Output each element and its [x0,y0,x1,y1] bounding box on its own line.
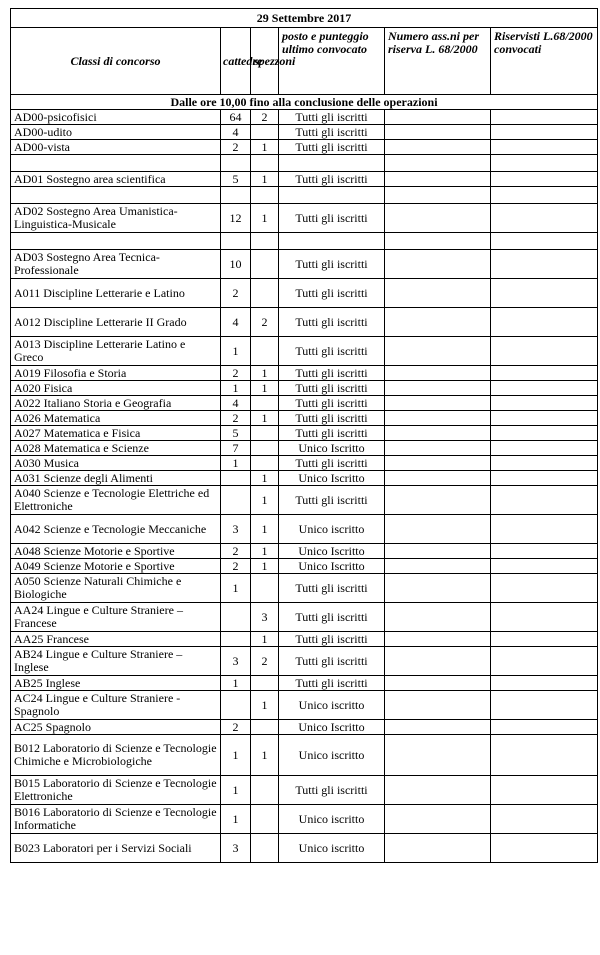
cell-numero-assunzioni [385,471,491,486]
cell-spezzoni [251,125,279,140]
cell-classe: A031 Scienze degli Alimenti [11,471,221,486]
cell-numero-assunzioni [385,110,491,125]
table-row [11,110,598,125]
table-row [11,676,598,691]
cell-spezzoni [251,776,279,805]
cell-posto: Tutti gli iscritti [279,603,385,632]
cell-numero-assunzioni [385,250,491,279]
cell-numero-assunzioni [385,366,491,381]
cell-numero-assunzioni [385,834,491,863]
cell-classe: AB25 Inglese [11,676,221,691]
cell-spezzoni [251,426,279,441]
cell-cattedre: 10 [221,250,251,279]
empty-cell [221,155,251,172]
cell-classe: A028 Matematica e Scienze [11,441,221,456]
cell-classe: A020 Fisica [11,381,221,396]
cell-classe: A011 Discipline Letterarie e Latino [11,279,221,308]
empty-cell [11,155,221,172]
cell-posto: Tutti gli iscritti [279,632,385,647]
cell-classe: A042 Scienze e Tecnologie Meccaniche [11,515,221,544]
table-row [11,559,598,574]
cell-spezzoni [251,574,279,603]
cell-numero-assunzioni [385,411,491,426]
cell-numero-assunzioni [385,396,491,411]
cell-cattedre: 4 [221,396,251,411]
table-row [11,471,598,486]
cell-spezzoni [251,396,279,411]
cell-posto: Tutti gli iscritti [279,776,385,805]
cell-spezzoni [251,456,279,471]
cell-cattedre: 2 [221,720,251,735]
table-row [11,396,598,411]
cell-classe: A027 Matematica e Fisica [11,426,221,441]
empty-cell [279,155,385,172]
cell-posto: Tutti gli iscritti [279,125,385,140]
cell-cattedre: 1 [221,805,251,834]
empty-cell [251,155,279,172]
table-row [11,632,598,647]
cell-riservisti [491,308,598,337]
table-row [11,720,598,735]
table-row [11,603,598,632]
cell-numero-assunzioni [385,632,491,647]
cell-numero-assunzioni [385,308,491,337]
cell-posto: Unico iscritto [279,515,385,544]
table-row [11,172,598,187]
cell-cattedre: 1 [221,776,251,805]
cell-posto: Tutti gli iscritti [279,456,385,471]
cell-classe: A030 Musica [11,456,221,471]
section-title: Dalle ore 10,00 fino alla conclusione delle operazioni [11,95,598,110]
cell-riservisti [491,544,598,559]
cell-spezzoni [251,250,279,279]
table-row [11,486,598,515]
cell-spezzoni: 1 [251,140,279,155]
cell-cattedre: 1 [221,381,251,396]
cell-numero-assunzioni [385,776,491,805]
cell-posto: Unico Iscritto [279,544,385,559]
empty-cell [279,233,385,250]
cell-posto: Tutti gli iscritti [279,574,385,603]
section-row [11,95,598,110]
spacer-row [11,155,598,172]
header-classi-di-concorso: Classi di concorso [11,28,221,95]
cell-spezzoni: 1 [251,366,279,381]
cell-posto: Tutti gli iscritti [279,366,385,381]
cell-cattedre [221,691,251,720]
table-row [11,337,598,366]
cell-cattedre: 3 [221,647,251,676]
cell-spezzoni: 1 [251,381,279,396]
cell-spezzoni: 1 [251,172,279,187]
spacer-row [11,233,598,250]
cell-riservisti [491,456,598,471]
cell-riservisti [491,337,598,366]
cell-riservisti [491,110,598,125]
cell-spezzoni [251,337,279,366]
cell-riservisti [491,735,598,776]
cell-cattedre: 4 [221,125,251,140]
table-row [11,456,598,471]
table-row [11,250,598,279]
empty-cell [491,187,598,204]
cell-cattedre: 4 [221,308,251,337]
cell-classe: B023 Laboratori per i Servizi Sociali [11,834,221,863]
empty-cell [385,187,491,204]
cell-spezzoni: 1 [251,632,279,647]
cell-cattedre: 1 [221,337,251,366]
cell-posto: Unico Iscritto [279,471,385,486]
cell-riservisti [491,396,598,411]
cell-cattedre [221,471,251,486]
cell-spezzoni: 1 [251,691,279,720]
cell-cattedre: 1 [221,676,251,691]
cell-posto: Unico iscritto [279,805,385,834]
cell-posto: Tutti gli iscritti [279,676,385,691]
cell-posto: Unico Iscritto [279,559,385,574]
cell-riservisti [491,279,598,308]
cell-cattedre: 3 [221,834,251,863]
cell-posto: Tutti gli iscritti [279,411,385,426]
cell-numero-assunzioni [385,559,491,574]
cell-numero-assunzioni [385,279,491,308]
cell-numero-assunzioni [385,676,491,691]
cell-riservisti [491,441,598,456]
cell-posto: Unico Iscritto [279,441,385,456]
cell-numero-assunzioni [385,603,491,632]
cell-riservisti [491,411,598,426]
cell-numero-assunzioni [385,172,491,187]
cell-cattedre: 2 [221,279,251,308]
empty-cell [251,187,279,204]
cell-numero-assunzioni [385,426,491,441]
header-numero-assunzioni: Numero ass.ni per riserva L. 68/2000 [385,28,491,95]
cell-posto: Tutti gli iscritti [279,396,385,411]
cell-cattedre: 2 [221,140,251,155]
cell-numero-assunzioni [385,381,491,396]
cell-riservisti [491,805,598,834]
table-row [11,805,598,834]
cell-numero-assunzioni [385,140,491,155]
cell-spezzoni: 1 [251,515,279,544]
cell-riservisti [491,172,598,187]
table-row [11,544,598,559]
cell-classe: A050 Scienze Naturali Chimiche e Biologiche [11,574,221,603]
cell-posto: Tutti gli iscritti [279,279,385,308]
cell-cattedre [221,603,251,632]
cell-cattedre: 5 [221,172,251,187]
empty-cell [491,155,598,172]
cell-spezzoni: 2 [251,647,279,676]
cell-classe: A026 Matematica [11,411,221,426]
cell-spezzoni: 2 [251,308,279,337]
cell-riservisti [491,720,598,735]
cell-riservisti [491,381,598,396]
date-heading: 29 Settembre 2017 [11,9,598,28]
cell-classe: A040 Scienze e Tecnologie Elettriche ed Elettroniche [11,486,221,515]
cell-cattedre [221,486,251,515]
cell-classe: A049 Scienze Motorie e Sportive [11,559,221,574]
cell-numero-assunzioni [385,441,491,456]
table-row [11,125,598,140]
cell-classe: A012 Discipline Letterarie II Grado [11,308,221,337]
cell-cattedre: 2 [221,544,251,559]
spacer-row [11,187,598,204]
cell-classe: AA24 Lingue e Culture Straniere – Francese [11,603,221,632]
convocation-table-container [10,8,597,863]
cell-riservisti [491,632,598,647]
cell-riservisti [491,125,598,140]
cell-numero-assunzioni [385,337,491,366]
empty-cell [221,233,251,250]
cell-spezzoni [251,720,279,735]
table-row [11,426,598,441]
cell-riservisti [491,691,598,720]
cell-posto: Unico iscritto [279,691,385,720]
cell-classe: AD02 Sostegno Area Umanistica-Linguistica-Musicale [11,204,221,233]
cell-riservisti [491,647,598,676]
cell-spezzoni [251,676,279,691]
convocation-table [10,8,598,863]
cell-numero-assunzioni [385,486,491,515]
cell-cattedre: 64 [221,110,251,125]
cell-classe: AD01 Sostegno area scientifica [11,172,221,187]
cell-spezzoni [251,441,279,456]
cell-classe: B016 Laboratorio di Scienze e Tecnologie Informatiche [11,805,221,834]
cell-numero-assunzioni [385,125,491,140]
cell-posto: Unico iscritto [279,735,385,776]
cell-spezzoni: 2 [251,110,279,125]
cell-posto: Unico Iscritto [279,720,385,735]
cell-posto: Tutti gli iscritti [279,110,385,125]
cell-riservisti [491,471,598,486]
cell-posto: Tutti gli iscritti [279,250,385,279]
table-row [11,691,598,720]
table-row [11,515,598,544]
cell-numero-assunzioni [385,574,491,603]
cell-classe: AC24 Lingue e Culture Straniere - Spagnolo [11,691,221,720]
table-row [11,441,598,456]
column-header-row [11,28,598,95]
cell-classe: B015 Laboratorio di Scienze e Tecnologie Elettroniche [11,776,221,805]
cell-spezzoni: 1 [251,559,279,574]
cell-spezzoni: 1 [251,486,279,515]
cell-posto: Tutti gli iscritti [279,486,385,515]
cell-cattedre: 3 [221,515,251,544]
cell-numero-assunzioni [385,544,491,559]
table-row [11,735,598,776]
header-spezzoni: spezzoni [251,28,279,95]
table-row [11,140,598,155]
header-riservisti: Riservisti L.68/2000 convocati [491,28,598,95]
empty-cell [251,233,279,250]
cell-posto: Tutti gli iscritti [279,647,385,676]
table-row [11,834,598,863]
cell-posto: Tutti gli iscritti [279,381,385,396]
cell-riservisti [491,603,598,632]
cell-classe: AA25 Francese [11,632,221,647]
cell-riservisti [491,366,598,381]
cell-spezzoni: 1 [251,204,279,233]
cell-classe: AD00-vista [11,140,221,155]
cell-cattedre: 7 [221,441,251,456]
table-row [11,647,598,676]
header-cattedre: cattedre [221,28,251,95]
cell-classe: AB24 Lingue e Culture Straniere – Inglese [11,647,221,676]
cell-spezzoni: 1 [251,411,279,426]
cell-riservisti [491,559,598,574]
cell-riservisti [491,515,598,544]
cell-riservisti [491,426,598,441]
cell-riservisti [491,676,598,691]
cell-posto: Tutti gli iscritti [279,308,385,337]
cell-riservisti [491,834,598,863]
cell-numero-assunzioni [385,456,491,471]
cell-numero-assunzioni [385,204,491,233]
table-row [11,776,598,805]
cell-riservisti [491,140,598,155]
cell-riservisti [491,250,598,279]
empty-cell [221,187,251,204]
cell-cattedre: 1 [221,456,251,471]
cell-spezzoni: 1 [251,544,279,559]
table-body [11,110,598,863]
cell-classe: A048 Scienze Motorie e Sportive [11,544,221,559]
empty-cell [491,233,598,250]
cell-posto: Unico iscritto [279,834,385,863]
cell-cattedre: 12 [221,204,251,233]
cell-cattedre: 1 [221,735,251,776]
empty-cell [385,233,491,250]
cell-numero-assunzioni [385,720,491,735]
cell-spezzoni [251,805,279,834]
empty-cell [385,155,491,172]
cell-posto: Tutti gli iscritti [279,426,385,441]
table-row [11,411,598,426]
cell-spezzoni: 1 [251,735,279,776]
cell-numero-assunzioni [385,735,491,776]
cell-classe: A022 Italiano Storia e Geografia [11,396,221,411]
cell-spezzoni [251,834,279,863]
cell-classe: B012 Laboratorio di Scienze e Tecnologie Chimiche e Microbiologiche [11,735,221,776]
cell-classe: AD00-udito [11,125,221,140]
empty-cell [11,187,221,204]
cell-cattedre: 5 [221,426,251,441]
cell-spezzoni [251,279,279,308]
cell-classe: A013 Discipline Letterarie Latino e Greco [11,337,221,366]
table-row [11,381,598,396]
cell-posto: Tutti gli iscritti [279,172,385,187]
cell-numero-assunzioni [385,691,491,720]
table-row [11,366,598,381]
cell-numero-assunzioni [385,515,491,544]
table-row [11,574,598,603]
cell-classe: A019 Filosofia e Storia [11,366,221,381]
cell-riservisti [491,776,598,805]
cell-classe: AC25 Spagnolo [11,720,221,735]
empty-cell [11,233,221,250]
header-posto-punteggio: posto e punteggio ultimo convocato [279,28,385,95]
cell-cattedre [221,632,251,647]
cell-riservisti [491,574,598,603]
cell-numero-assunzioni [385,647,491,676]
cell-posto: Tutti gli iscritti [279,204,385,233]
table-row [11,204,598,233]
cell-cattedre: 2 [221,366,251,381]
cell-cattedre: 1 [221,574,251,603]
cell-cattedre: 2 [221,559,251,574]
table-row [11,308,598,337]
cell-classe: AD03 Sostegno Area Tecnica-Professionale [11,250,221,279]
cell-spezzoni: 1 [251,471,279,486]
cell-riservisti [491,486,598,515]
empty-cell [279,187,385,204]
cell-cattedre: 2 [221,411,251,426]
cell-numero-assunzioni [385,805,491,834]
cell-posto: Tutti gli iscritti [279,140,385,155]
cell-posto: Tutti gli iscritti [279,337,385,366]
cell-classe: AD00-psicofisici [11,110,221,125]
cell-riservisti [491,204,598,233]
cell-spezzoni: 3 [251,603,279,632]
table-row [11,279,598,308]
